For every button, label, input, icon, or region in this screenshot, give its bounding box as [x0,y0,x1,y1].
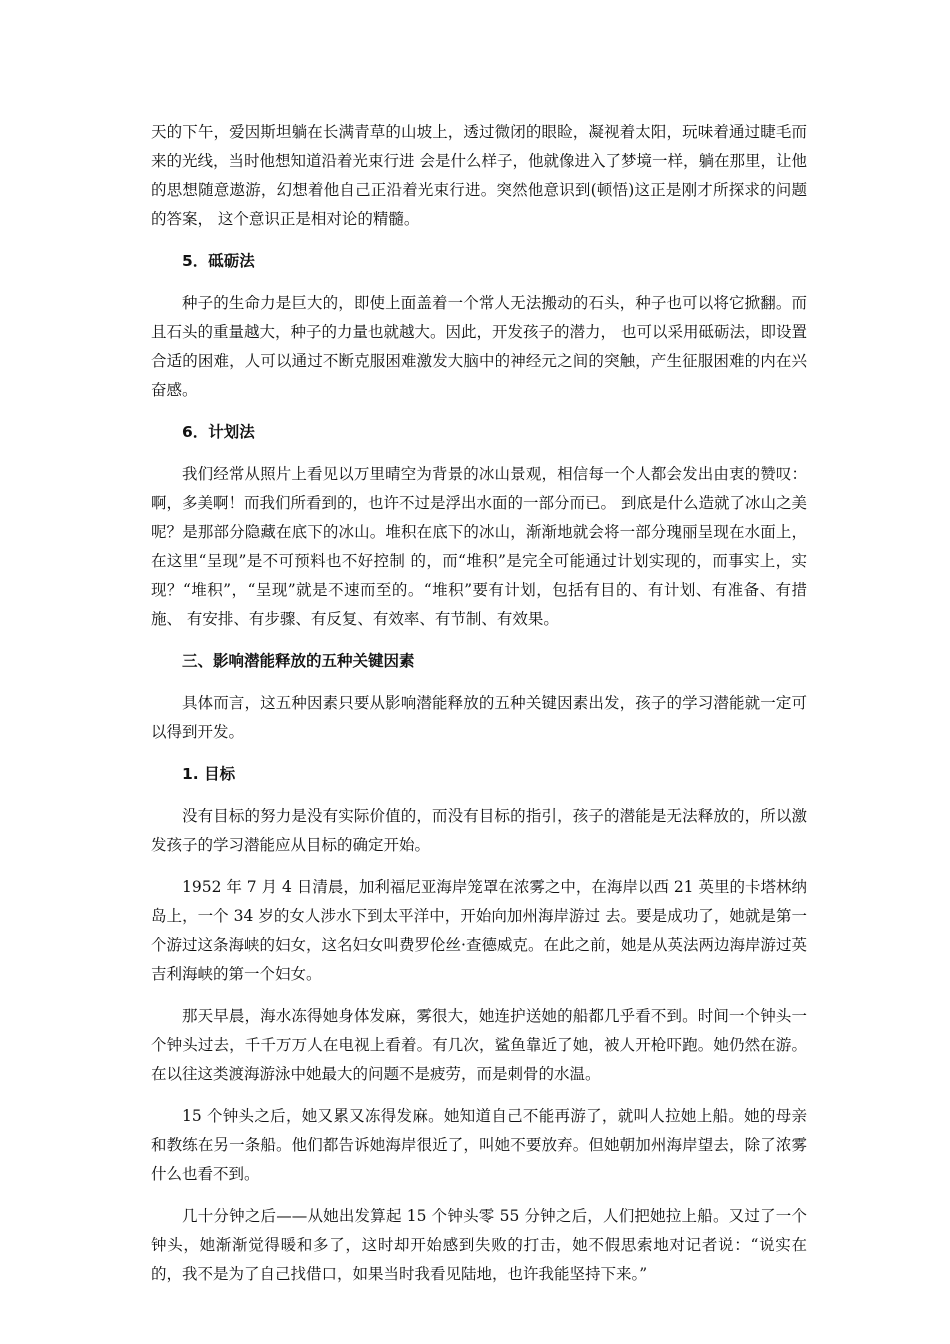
spacer [151,789,807,802]
heading-planning-method: 6．计划法 [182,423,255,441]
paragraph-chadwick-1952: 1952 年 7 月 4 日清晨，加利福尼亚海岸笼罩在浓雾之中，在海岸以西 21 英里的卡塔林纳岛上，一个 34 岁的女人涉水下到太平洋中，开始向加州海岸游过 去。要是成功了，她就是第一个游过这条海峡的妇女，这名妇女叫费罗伦丝·查德威克。在此之前，她是从英法两边海岸游过英吉利海峡的第一个妇女。 [151,878,807,983]
heading-goal: 1. 目标 [182,765,236,783]
paragraph-morning-fog: 那天早晨，海水冻得她身体发麻，雾很大，她连护送她的船都几乎看不到。时间一个钟头一个钟头过去，千千万万人在电视上看着。有几次，鲨鱼靠近了她，被人开枪吓跑。她仍然在游。在以往这类渡海游泳中她最大的问题不是疲劳，而是刺骨的水温。 [151,1007,807,1083]
paragraph-einstein: 天的下午，爱因斯坦躺在长满青草的山坡上，透过微闭的眼睑，凝视着太阳，玩味着通过睫毛而来的光线，当时他想知道沿着光束行进 会是什么样子，他就像进入了梦境一样，躺在那里，让他的思想随意遨游，幻想着他自己正沿着光束行进。突然他意识到(顿悟)这正是刚才所探求的问题的答案， 这个意识正是相对论的精髓。 [151,123,807,228]
paragraph-goal: 没有目标的努力是没有实际价值的，而没有目标的指引，孩子的潜能是无法释放的，所以激发孩子的学习潜能应从目标的确定开始。 [151,807,807,854]
spacer [151,860,807,873]
paragraph-iceberg: 我们经常从照片上看见以万里晴空为背景的冰山景观，相信每一个人都会发出由衷的赞叹：啊，多美啊！而我们所看到的，也许不过是浮出水面的一部分而已。 到底是什么造就了冰山之美呢？是那部分隐藏在底下的冰山。堆积在底下的冰山，渐渐地就会将一部分瑰丽呈现在水面上，在这里“呈现”是不可预料也不好控制 的，而“堆积”是完全可能通过计划实现的，而事实上，实现？“堆积”，“呈现”就是不速而至的。“堆积”要有计划，包括有目的、有计划、有准备、有措施、 有安排、有步骤、有反复、有效率、有节制、有效果。 [151,465,807,628]
paragraph-five-factors-intro: 具体而言，这五种因素只要从影响潜能释放的五种关键因素出发，孩子的学习潜能就一定可以得到开发。 [151,694,807,741]
spacer [151,676,807,689]
paragraph-pulled-aboard: 几十分钟之后——从她出发算起 15 个钟头零 55 分钟之后，人们把她拉上船。又过了一个钟头，她渐渐觉得暖和多了，这时却开始感到失败的打击，她不假思索地对记者说：“说实在的，我不是为了自己找借口，如果当时我看见陆地，也许我能坚持下来。” [151,1207,807,1283]
heading-five-factors: 三、影响潜能释放的五种关键因素 [182,652,415,670]
spacer [151,634,807,647]
spacer [151,447,807,460]
spacer [151,747,807,760]
spacer [151,234,807,247]
spacer [151,405,807,418]
document-body [151,118,807,1289]
spacer [151,989,807,1002]
heading-whetstone-method: 5．砥砺法 [182,252,255,270]
paragraph-seed: 种子的生命力是巨大的，即使上面盖着一个常人无法搬动的石头，种子也可以将它掀翻。而且石头的重量越大，种子的力量也就越大。因此，开发孩子的潜力， 也可以采用砥砺法，即设置合适的困难，人可以通过不断克服困难激发大脑中的神经元之间的突触，产生征服困难的内在兴奋感。 [151,294,807,399]
spacer [151,1089,807,1102]
spacer [151,276,807,289]
spacer [151,1189,807,1202]
paragraph-fifteen-hours: 15 个钟头之后，她又累又冻得发麻。她知道自己不能再游了，就叫人拉她上船。她的母亲和教练在另一条船。他们都告诉她海岸很近了，叫她不要放弃。但她朝加州海岸望去，除了浓雾什么也看不到。 [151,1107,807,1183]
